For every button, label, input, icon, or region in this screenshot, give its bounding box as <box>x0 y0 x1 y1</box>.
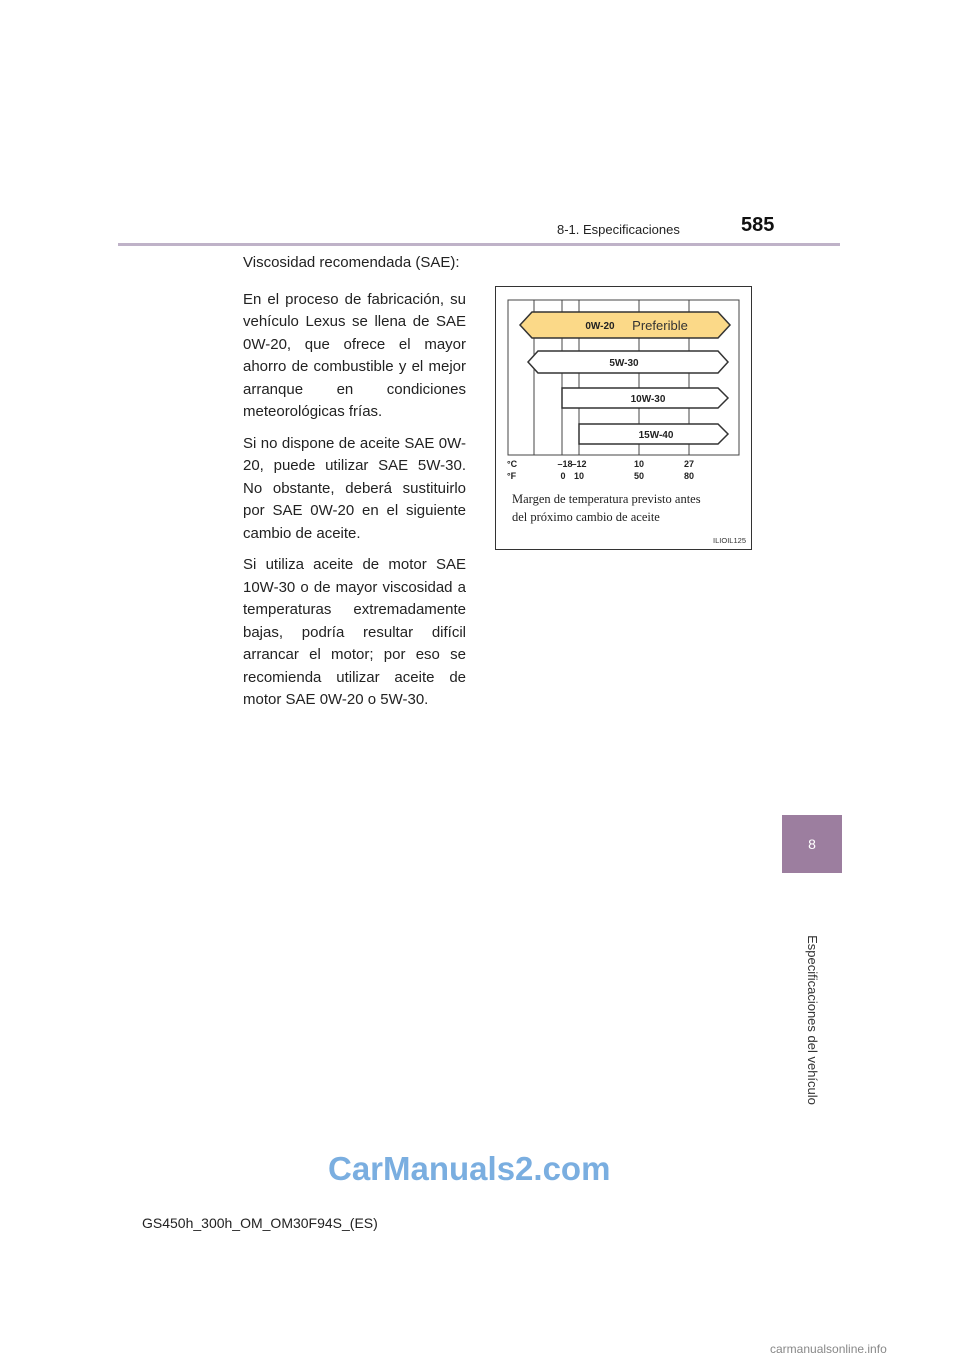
tick-c-3: 10 <box>633 459 645 469</box>
figure-code: ILIOIL125 <box>713 536 746 545</box>
unit-celsius: °C <box>507 459 518 469</box>
bar-note-0w20: Preferible <box>632 318 688 333</box>
viscosity-chart <box>496 287 751 549</box>
tick-f-2: 10 <box>573 471 585 481</box>
paragraph-1: En el proceso de fabricación, su vehículo Lexus se llena de SAE 0W-20, que ofrece el mayor ahorro de combustible y el mejor arranque en condiciones meteorológicas frías. <box>243 290 466 420</box>
watermark: CarManuals2.com <box>328 1150 611 1187</box>
lead-paragraph: Viscosidad recomendada (SAE): <box>243 254 460 271</box>
paragraph-3: Si utiliza aceite de motor SAE 10W-30 o de mayor viscosidad a temperaturas extremadamente bajas, podría resultar difícil arrancar el motor; por eso se recomienda utilizar aceite de motor SAE 0W-20 o 5W-30. <box>243 556 466 708</box>
bar-label-0w20: 0W-20 <box>585 321 615 332</box>
viscosity-figure <box>495 286 752 550</box>
bar-label-15w40: 15W-40 <box>638 430 674 441</box>
chapter-tab <box>782 815 842 873</box>
chapter-number: 8 <box>808 836 816 852</box>
paragraph-2: Si no dispone de aceite SAE 0W-20, puede utilizar SAE 5W-30. No obstante, deberá sustituirlo por SAE 0W-20 en el siguiente cambio de aceite. <box>243 434 466 542</box>
watermark-secondary: carmanualsonline.info <box>770 1342 887 1356</box>
tick-c-2: –12 <box>571 459 587 469</box>
tick-c-4: 27 <box>683 459 695 469</box>
tick-c-1: –18 <box>557 459 573 469</box>
tick-f-1: 0 <box>560 471 566 481</box>
caption-line-1: Margen de temperatura previsto antes <box>512 492 701 506</box>
body-text <box>243 252 466 721</box>
document-code: GS450h_300h_OM_OM30F94S_(ES) <box>142 1215 378 1231</box>
section-title: 8-1. Especificaciones <box>557 222 680 237</box>
tick-f-3: 50 <box>633 471 645 481</box>
bar-label-5w30: 5W-30 <box>609 358 639 369</box>
page-number: 585 <box>741 214 775 236</box>
unit-fahrenheit: °F <box>507 471 517 481</box>
chapter-label: Especificaciones del vehículo <box>805 935 820 1105</box>
tick-f-4: 80 <box>683 471 695 481</box>
bar-label-10w30: 10W-30 <box>630 394 666 405</box>
caption-line-2: del próximo cambio de aceite <box>512 510 660 524</box>
bar-0w20 <box>520 312 730 338</box>
header-rule <box>118 243 840 246</box>
